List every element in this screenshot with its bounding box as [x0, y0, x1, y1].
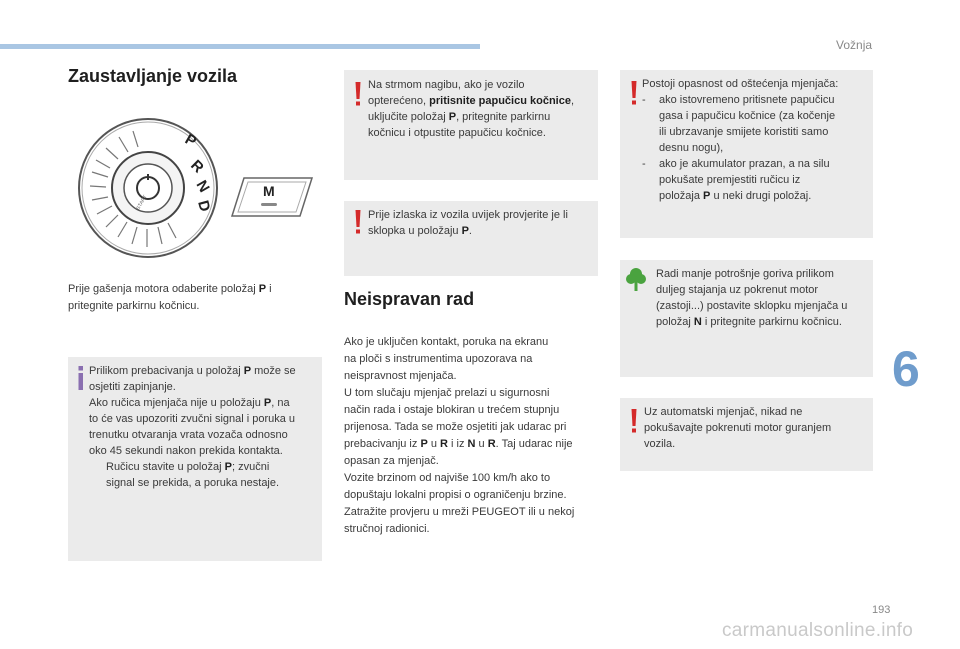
info-box: Prilikom prebacivanja u položaj P može se osjetiti zapinjanje. Ako ručica mjenjača nije u položaju P, na to će vas upozoriti zvučni signal i poruka u trenutku otvaranja vrata vozača odnosno oko 45 sekundi nakon prekida kontakta. Ručicu stavite u položaj P; zvučni signal se prekida, a poruka nestaje.	[68, 357, 322, 561]
warning-icon	[630, 81, 638, 105]
warning-box-slope: Na strmom nagibu, ako je vozilo opterećeno, pritisnite papučicu kočnice, uključite položaj P, pritegnite parkirnu kočnicu i otpustite papučicu kočnice.	[344, 70, 598, 180]
warning-box-damage: Postoji opasnost od oštećenja mjenjača: - ako istovremeno pritisnete papučicu gasa i papučicu kočnice (za kočenje ili ubrzavanje smijete koristiti samo desnu nogu), - ako je akumulator prazan, a na silu pokušate premjestiti ručicu iz položaja P u neki drugi položaj.	[620, 70, 873, 238]
warning-icon	[354, 82, 362, 106]
eco-tree-icon	[626, 267, 646, 291]
section-title: Zaustavljanje vozila	[68, 66, 238, 86]
svg-text:START: START	[135, 194, 149, 211]
gear-selector-figure	[76, 110, 326, 270]
fault-paragraph: Ako je uključen kontakt, poruka na ekranu na ploči s instrumentima upozorava na neispravnost mjenjača. U tom slučaju mjenjač prelazi u sigurnosni način rada i ostaje blokiran u trećem stupnju prijenosa. Tada se može osjetiti jak udarac pri prebacivanju iz P u R i iz N u R. Taj udarac nije opasan za mjenjač. Vozite brzinom od najviše 100 km/h ako to dopuštaju lokalni propisi o ograničenju brzine. Zatražite provjeru u mreži PEUGEOT ili u nekoj stručnoj radionici.	[344, 336, 575, 535]
watermark: carmanualsonline.info	[722, 620, 914, 641]
eco-tip-box: Radi manje potrošnje goriva prilikom duljeg stajanja uz pokrenut motor (zastoji...) postavite sklopku mjenjača u položaj N i pritegnite parkirnu kočnicu.	[620, 260, 873, 377]
selector-letter-d: D	[194, 198, 214, 214]
chapter-number: 6	[892, 341, 920, 397]
warning-box-exit: Prije izlaska iz vozila uvijek provjerite je li sklopka u položaju P.	[344, 201, 598, 276]
info-icon	[77, 366, 85, 390]
page-number: 193	[872, 604, 891, 616]
selector-letter-p: P	[182, 130, 200, 151]
manual-mode-button	[232, 178, 312, 216]
fault-section-title: Neispravan rad	[344, 289, 475, 309]
warning-icon	[630, 409, 638, 433]
selector-letter-r: R	[187, 156, 207, 177]
manual-mode-label: M	[263, 183, 275, 199]
selector-letter-n: N	[192, 177, 213, 196]
warning-icon	[354, 210, 362, 234]
intro-paragraph: Prije gašenja motora odaberite položaj P i pritegnite parkirnu kočnicu.	[68, 283, 272, 312]
section-label: Vožnja	[836, 38, 873, 52]
warning-box-push-start: Uz automatski mjenjač, nikad ne pokušavajte pokrenuti motor guranjem vozila.	[620, 398, 873, 471]
header-bar	[0, 44, 480, 49]
